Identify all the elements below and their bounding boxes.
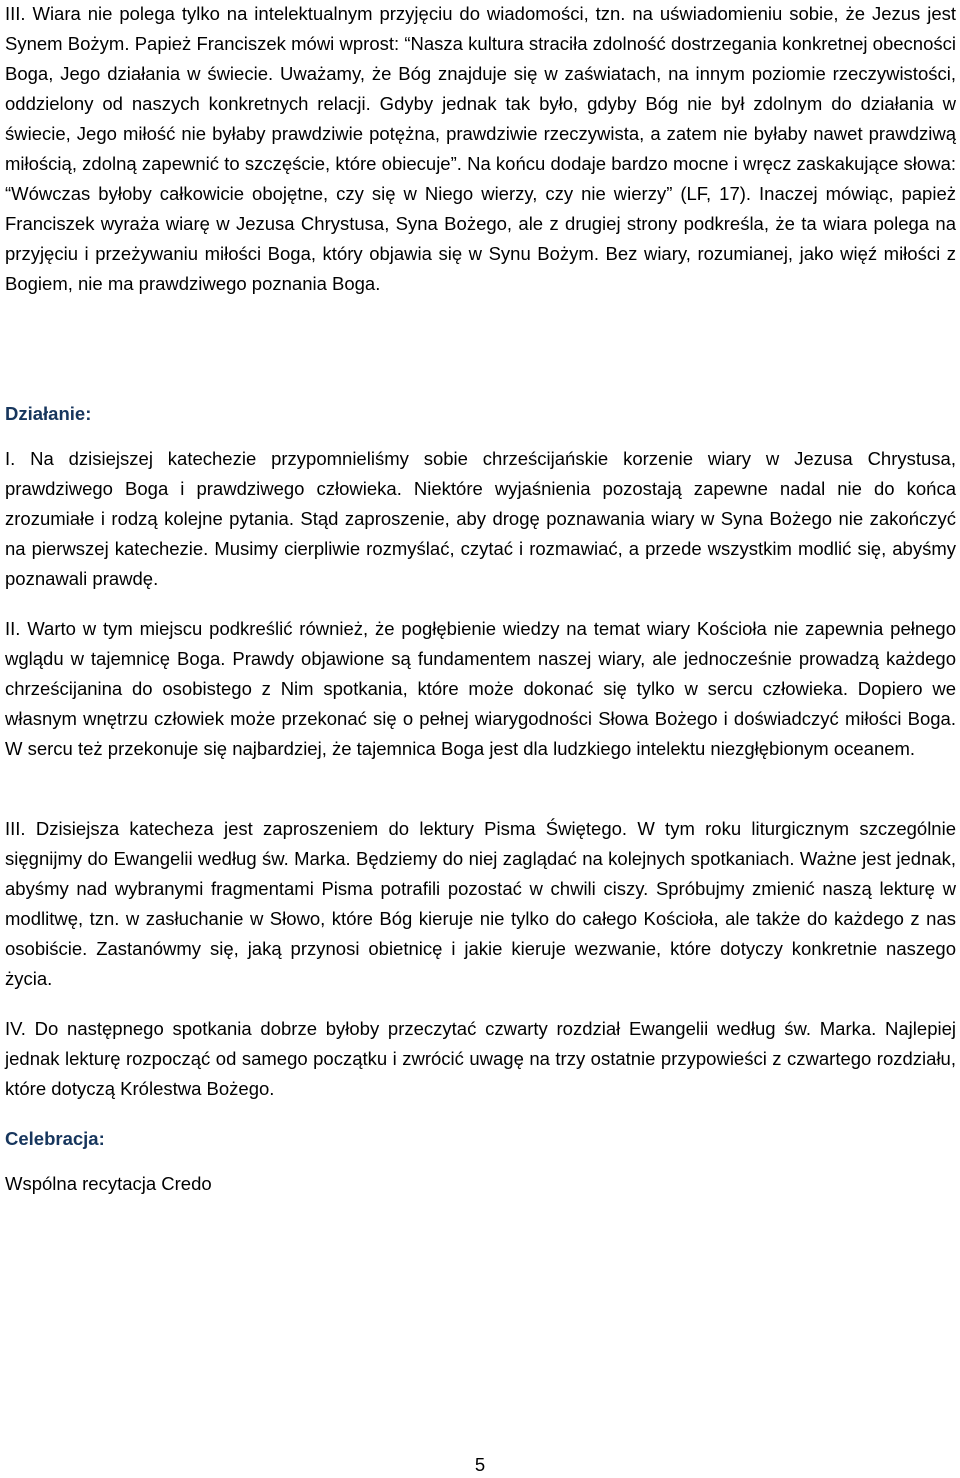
heading-celebracja: Celebracja: bbox=[5, 1128, 105, 1149]
paragraph-dzialanie-iv: IV. Do następnego spotkania dobrze byłoby przeczytać czwarty rozdział Ewangelii według św. Marka. Najlepiej jednak lekturę rozpocząć od samego początku i zwrócić uwagę na trzy ostatnie przypowieści z czwartego rozdziału, które dotyczą Królestwa Bożego. bbox=[5, 1018, 956, 1099]
paragraph-dzialanie-iii: III. Dzisiejsza katecheza jest zaproszeniem do lektury Pisma Świętego. W tym roku liturgicznym szczególnie sięgnijmy do Ewangelii według św. Marka. Będziemy do niej zaglądać na kolejnych spotkaniach. Ważne jest jednak, abyśmy nad wybranymi fragmentami Pisma potrafili pozostać w chwili ciszy. Spróbujmy zmienić naszą lekturę w modlitwę, tzn. w zasłuchanie w Słowo, które Bóg kieruje nie tylko do całego Kościoła, ale także do każdego z nas osobiście. Zastanówmy się, jaką przynosi obietnicę i jakie kieruje wezwanie, które dotyczy konkretnie naszego życia. bbox=[5, 818, 956, 989]
heading-dzialanie: Działanie: bbox=[5, 403, 92, 424]
celebracja-text: Wspólna recytacja Credo bbox=[5, 1173, 212, 1194]
paragraph-iii-intro: III. Wiara nie polega tylko na intelektualnym przyjęciu do wiadomości, tzn. na uświadomieniu sobie, że Jezus jest Synem Bożym. Papież Franciszek mówi wprost: “Nasza kultura straciła zdolność dostrzegania konkretnej obecności Boga, Jego działania w świecie. Uważamy, że Bóg znajduje się w zaświatach, na innym poziomie rzeczywistości, oddzielony od naszych konkretnych relacji. Gdyby jednak tak było, gdyby Bóg nie był zdolnym do działania w świecie, Jego miłość nie byłaby prawdziwie potężna, prawdziwie rzeczywista, a zatem nie byłaby nawet prawdziwą miłością, zdolną zapewnić to szczęście, które obiecuje”. Na końcu dodaje bardzo mocne i wręcz zaskakujące słowa: “Wówczas byłoby całkowicie obojętne, czy się w Niego wierzy, czy nie wierzy” (LF, 17). Inaczej mówiąc, papież Franciszek wyraża wiarę w Jezusa Chrystusa, Syna Bożego, ale z drugiej strony podkreśla, że ta wiara polega na przyjęciu i przeżywaniu miłości Boga, który objawia się w Synu Bożym. Bez wiary, rozumianej, jako więź miłości z Bogiem, nie ma prawdziwego poznania Boga. bbox=[5, 3, 956, 294]
paragraph-dzialanie-i: I. Na dzisiejszej katechezie przypomnieliśmy sobie chrześcijańskie korzenie wiary w Jezusa Chrystusa, prawdziwego Boga i prawdziwego człowieka. Niektóre wyjaśnienia pozostają zapewne nadal nie do końca zrozumiałe i rodzą kolejne pytania. Stąd zaproszenie, aby drogę poznawania wiary w Syna Bożego nie zakończyć na pierwszej katechezie. Musimy cierpliwie rozmyślać, czytać i rozmawiać, a przede wszystkim modlić się, abyśmy poznawali prawdę. bbox=[5, 448, 956, 589]
paragraph-dzialanie-ii: II. Warto w tym miejscu podkreślić również, że pogłębienie wiedzy na temat wiary Kościoła nie zapewnia pełnego wglądu w tajemnicę Boga. Prawdy objawione są fundamentem naszej wiary, ale jednocześnie prowadzą każdego chrześcijanina do osobistego z Nim spotkania, które może dokonać się tylko w sercu człowieka. Dopiero we własnym wnętrzu człowiek może przekonać się o pełnej wiarygodności Słowa Bożego i doświadczyć miłości Boga. W sercu też przekonuje się najbardziej, że tajemnica Boga jest dla ludzkiego intelektu niezgłębionym oceanem. bbox=[5, 618, 956, 759]
page-number: 5 bbox=[474, 1454, 486, 1475]
